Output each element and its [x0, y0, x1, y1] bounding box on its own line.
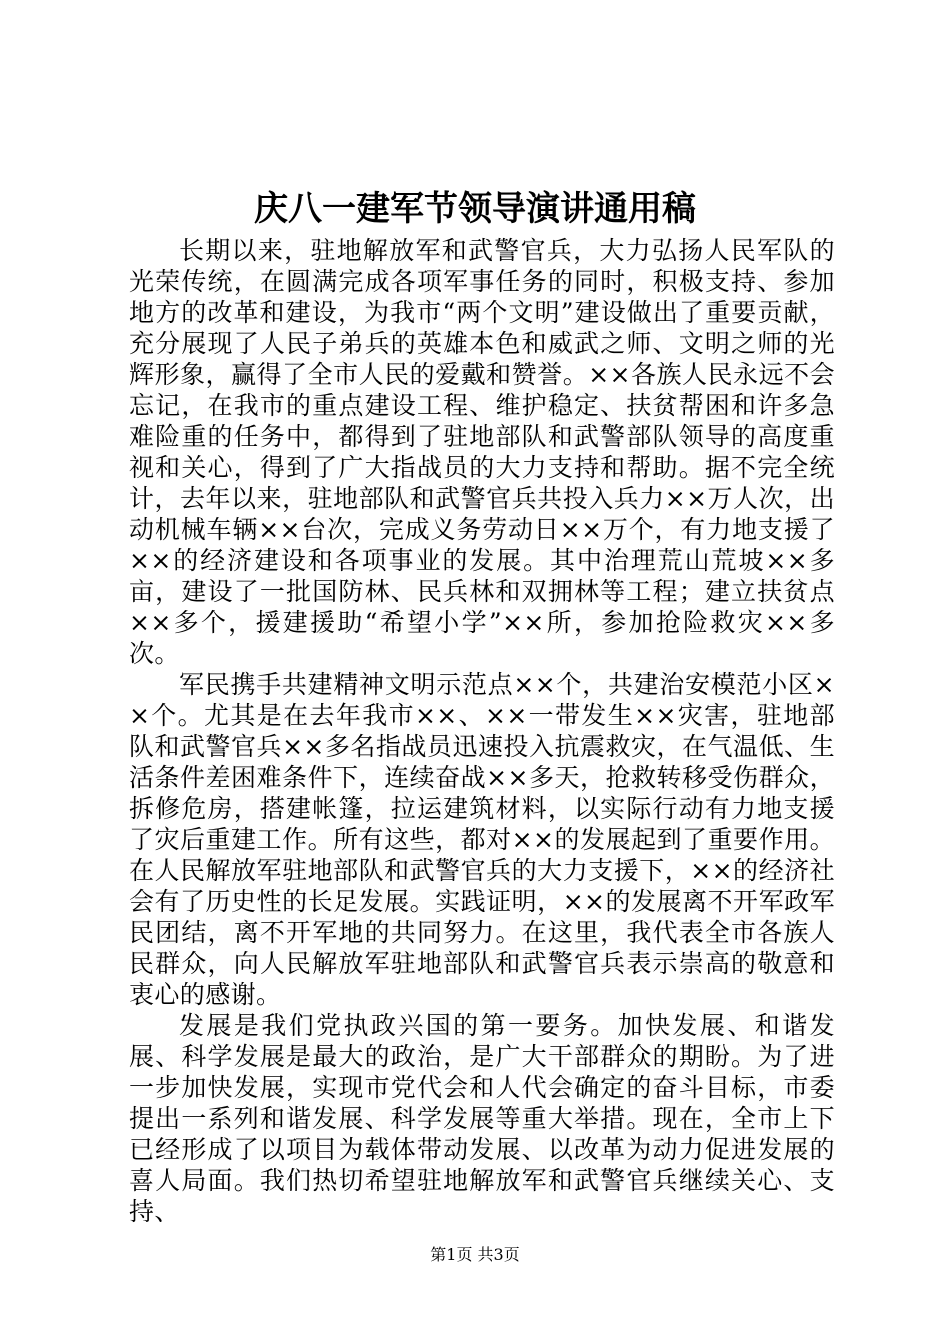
document-title: 庆八一建军节领导演讲通用稿	[254, 189, 696, 229]
paragraph-2: 军民携手共建精神文明示范点××个，共建治安模范小区××个。尤其是在去年我市××、××一带发生××灾害，驻地部队和武警官兵××多名指战员迅速投入抗震救灾，在气温低、生活条件差困难条件下，连续奋战××多天，抢救转移受伤群众，拆修危房，搭建帐篷，拉运建筑材料，以实际行动有力地支援了灾后重建工作。所有这些，都对××的发展起到了重要作用。在人民解放军驻地部队和武警官兵的大力支援下，××的经济社会有了历史性的长足发展。实践证明，××的发展离不开军政军民团结，离不开军地的共同努力。在这里，我代表全市各族人民群众，向人民解放军驻地部队和武警官兵表示崇高的敬意和衷心的感谢。	[129, 670, 835, 1009]
paragraph-3: 发展是我们党执政兴国的第一要务。加快发展、和谐发展、科学发展是最大的政治，是广大干部群众的期盼。为了进一步加快发展，实现市党代会和人代会确定的奋斗目标，市委提出一系列和谐发展、科学发展等重大举措。现在，全市上下已经形成了以项目为载体带动发展、以改革为动力促进发展的喜人局面。我们热切希望驻地解放军和武警官兵继续关心、支持、	[129, 1011, 835, 1226]
document-body	[129, 235, 835, 1227]
page-footer	[0, 1243, 950, 1267]
paragraph-1: 长期以来，驻地解放军和武警官兵，大力弘扬人民军队的光荣传统，在圆满完成各项军事任务的同时，积极支持、参加地方的改革和建设，为我市“两个文明”建设做出了重要贡献，充分展现了人民子弟兵的英雄本色和威武之师、文明之师的光辉形象，赢得了全市人民的爱戴和赞誉。××各族人民永远不会忘记，在我市的重点建设工程、维护稳定、扶贫帮困和许多急难险重的任务中，都得到了驻地部队和武警部队领导的高度重视和关心，得到了广大指战员的大力支持和帮助。据不完全统计，去年以来，驻地部队和武警官兵共投入兵力××万人次，出动机械车辆××台次，完成义务劳动日××万个，有力地支援了××的经济建设和各项事业的发展。其中治理荒山荒坡××多亩，建设了一批国防林、民兵林和双拥林等工程；建立扶贫点××多个，援建援助“希望小学”××所，参加抢险救灾××多次。	[129, 236, 835, 668]
page-total: 共3页	[477, 1245, 520, 1264]
page-number: 第1页	[430, 1245, 473, 1264]
